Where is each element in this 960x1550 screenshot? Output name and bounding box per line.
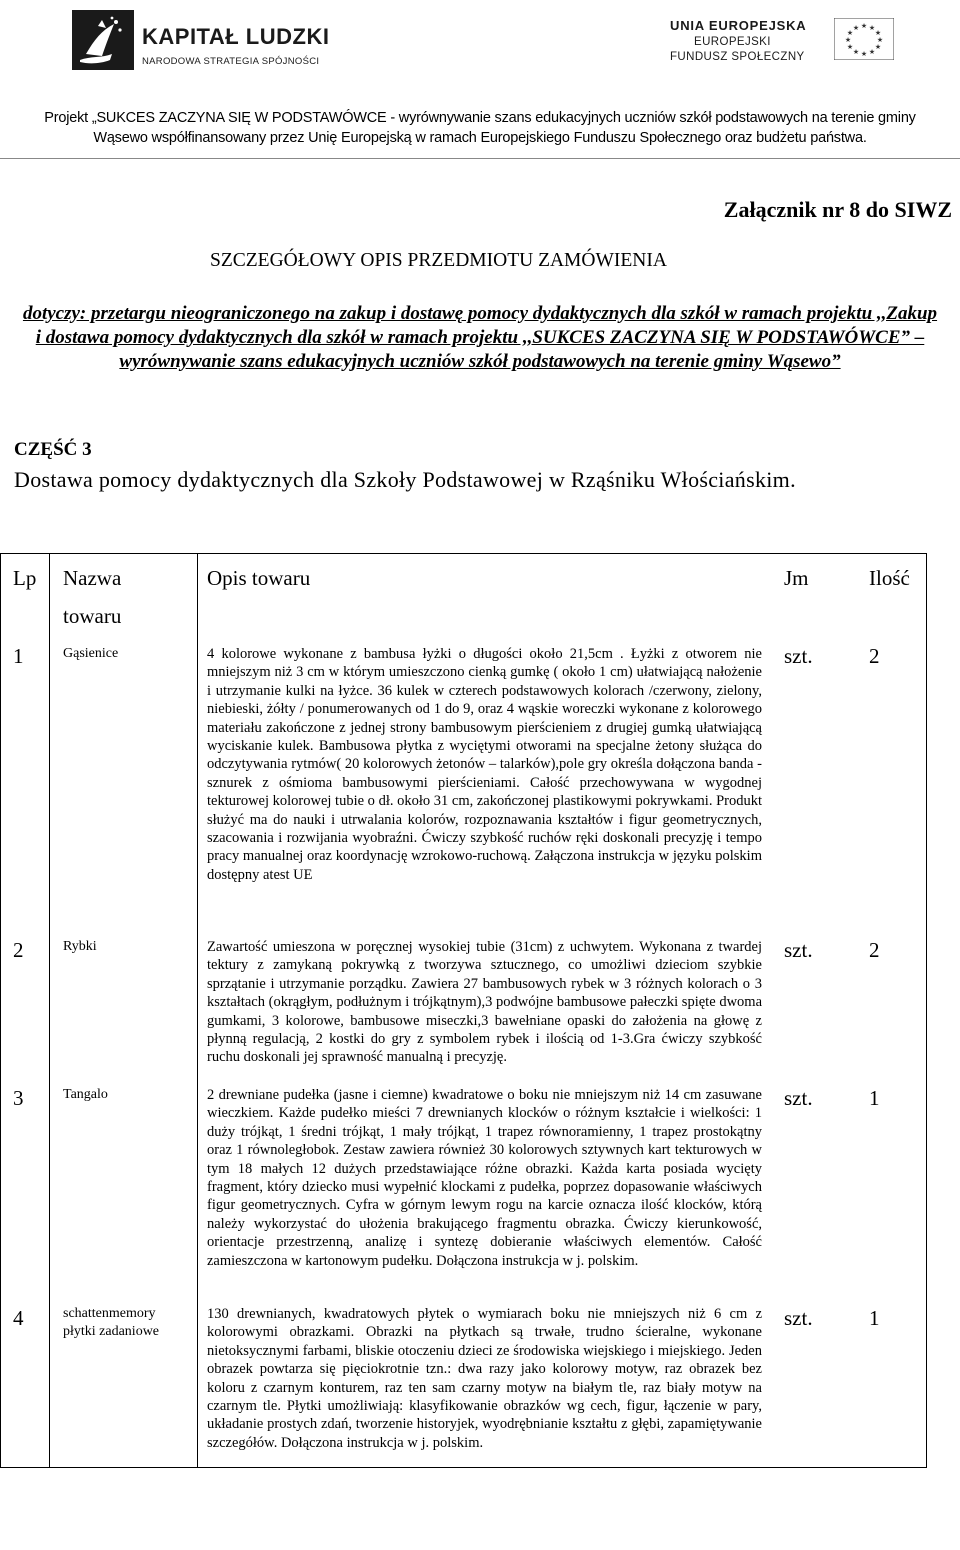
row-3-description: 2 drewniane pudełka (jasne i ciemne) kwadratowe o boku nie mniejszym niż 14 cm zasuwane wieczkiem. Każde pudełko mieści 7 drewnianych klocków o różnym kształcie i wielkości: 1 duży trójkąt, 1 średni trójkąt, 1 mały trójkąt, 1 trapez równoramienny, 1 trapez prostokątny oraz 1 równoległobok. Zestaw zawiera również 30 kolorowych sztywnych kart tekturowych w tym 18 małych 12 dużych przedstawiające różne obrazki. Każda karta posiada wycięty fragment, który dziecko musi wypełnić klockami z pudełka, poprzez dopasowanie właściwych figur geometrycznych. Cyfra w górnym lewym rogu na karcie oznacza ilość klocków, którą należy wykorzystać do ułożenia brakującego fragmentu obrazka. Ćwiczy kierunkowość, orientacje przestrzenną, analizę i syntezę dobieranie właściwych elementów. Całość zamieszczona w kartonowym pudełku. Dołączona instrukcja w j. polskim. [207, 1087, 762, 1269]
row-4-description: 130 drewnianych, kwadratowych płytek o wymiarach boku nie mniejszych niż 6 cm z kolorowymi obrazkami. Obrazki na płytkach są trwałe, trudno ścieralne, wykonane nietoksycznymi farbami, bliskie otoczeniu dzieci ze środowiska wiejskiego i miejskiego. Jeden obrazek powtarza się pięciokrotnie tzn.: dwa razy jako kolorowy motyw, raz obrazek bez koloru z czarnym konturem, raz ten sam czarny motyw na białym tle, raz biały motyw na czarnym tle. Płytki umożliwiają: klasyfikowanie obrazków wg cech, figur, łączenie w pary, układanie prostych zdań, tworzenie historyjek, wyodrębnianie kształtu z głębi, zapamiętywanie szczegółów. Dołączona instrukcja w j. polskim. [207, 1306, 762, 1451]
row-2-lp: 2 [13, 938, 24, 962]
svg-text:★: ★ [860, 50, 868, 58]
svg-text:★: ★ [874, 43, 882, 51]
row-4-unit: szt. [784, 1306, 813, 1330]
kapital-ludzki-subtitle: NARODOWA STRATEGIA SPÓJNOŚCI [142, 56, 320, 67]
concerns-text: dotyczy: przetargu nieograniczonego na zakup i dostawę pomocy dydaktycznych dla szkół w ramach projektu ,,Zakup i dostawa pomocy dydaktycznych dla szkół w ramach projektu ,,SUKCES ZACZYNA SIĘ W PODSTAWÓWCE” – wyrównywanie szans edukacyjnych uczniów szkół podstawowych na terenie gminy Wąsewo” [22, 303, 938, 372]
eu-logo-line2: EUROPEJSKI [694, 36, 771, 48]
svg-text:★: ★ [844, 36, 852, 44]
row-2-name: Rybki [63, 939, 97, 954]
eu-logo-line3: FUNDUSZ SPOŁECZNY [670, 51, 805, 63]
annex-label: Załącznik nr 8 do SIWZ [723, 197, 952, 222]
svg-text:★: ★ [846, 43, 854, 51]
svg-text:★: ★ [874, 29, 882, 37]
row-1-name: Gąsienice [63, 646, 119, 661]
row-4-name-line2: płytki zadaniowe [63, 1324, 160, 1339]
project-info-line1: Projekt „SUKCES ZACZYNA SIĘ W PODSTAWÓWCE - wyrównywanie szans edukacyjnych uczniów szkół podstawowych na terenie gminy [44, 110, 916, 126]
row-1-description: 4 kolorowe wykonane z bambusa łyżki o długości około 21,5cm . Łyżki z otworem nie mniejszym niż 3 cm w którym umieszczono cienką gumkę ( około 1 cm) ułatwiającą nałożenie i utrzymanie kulki na łyżce. 36 kulek w czterech podstawowych kolorach /czerwony, zielony, niebieski, żółty / ponumerowanych od 1 do 9, oraz 4 wąskie woreczki wykonane z kolorowego materiału zakończone z jednej strony bambusowym pierścieniem z drugiej gumką ułatwiającą wyciskanie kulek. Bambusowa płytka z wyciętymi otworami na specjalne żetony służąca do odczytywania rytmów( 20 kolorowych żetonów – talarków),pole gry określa dołączona banda - sznurek z ośmioma bambusowymi pierścieniami. Całość przechowywana w wygodnej tekturowej kolorowej tubie o dł. około 31 cm, zakończonej plastikowymi pokrywkami. Produkt służyć ma do nauki i utrwalania kolorów, rozpoznawania kształtów i figur geometrycznych, szacowania i rozwijania wyobraźni. Ćwiczy szybkość ruchów ręki doskonali precyzję i tempo pracy manualnej oraz koordynację wzrokowo-ruchową. Załączona instrukcja w języku polskim dostępny atest UE [207, 646, 762, 883]
kapital-ludzki-name: KAPITAŁ LUDZKI [142, 24, 330, 49]
project-info [20, 108, 940, 148]
header-unit: Jm [784, 566, 809, 590]
svg-text:★: ★ [868, 24, 876, 32]
svg-text:★: ★ [868, 48, 876, 56]
project-info-line2: Wąsewo współfinansowany przez Unię Europejską w ramach Europejskiego Funduszu Społecznego oraz budżetu państwa. [93, 130, 867, 146]
row-2-description: Zawartość umieszona w poręcznej wysokiej tubie (31cm) z uchwytem. Wykonana z twardej tektury z zamykaną pokrywką z tworzywa sztucznego, co umożliwi dzieciom szybkie sprzątanie i utrzymanie porządku. Zawiera 27 bambusowych rybek w 3 różnych kolorach o 3 kształtach (okrągłym, podłużnym i trójkątnym),3 podwójne bambusowe pałeczki spięte dwoma gumkami, 3 kolorowe, bambusowe miseczki,3 bawełniane opaski do założenia na głowę z płynną regulacją, 2 kostki do gry z symbolem rybek i ilością od 1-3.Gra ćwiczy szybkość ruchu doskonali jej sprawność manualną i precyzję. [207, 939, 762, 1066]
header-lp: Lp [13, 566, 37, 590]
row-4-lp: 4 [13, 1306, 24, 1330]
header-name-line2: towaru [63, 604, 122, 628]
svg-text:★: ★ [846, 29, 854, 37]
svg-text:★: ★ [860, 22, 868, 30]
row-1-unit: szt. [784, 644, 813, 668]
row-3-name: Tangalo [63, 1087, 108, 1102]
svg-text:★: ★ [852, 24, 860, 32]
row-3-lp: 3 [13, 1086, 24, 1110]
row-2-quantity: 2 [869, 938, 880, 962]
part-description: Dostawa pomocy dydaktycznych dla Szkoły Podstawowej w Rząśniku Włościańskim. [14, 467, 796, 492]
svg-text:★: ★ [876, 36, 884, 44]
row-1-quantity: 2 [869, 644, 880, 668]
row-4-name [63, 1305, 159, 1341]
items-table [0, 553, 927, 1468]
part-label: CZĘŚĆ 3 [14, 439, 92, 460]
col-divider-name [197, 554, 198, 1467]
row-2-unit: szt. [784, 938, 813, 962]
col-divider-lp [49, 554, 50, 1467]
row-1-lp: 1 [13, 644, 24, 668]
concerns-paragraph [22, 302, 938, 374]
row-3-unit: szt. [784, 1086, 813, 1110]
header-name-line1: Nazwa [63, 566, 122, 590]
eu-logo-line1: UNIA EUROPEJSKA [670, 18, 807, 33]
svg-text:★: ★ [852, 48, 860, 56]
eu-logo [670, 18, 940, 68]
row-4-quantity: 1 [869, 1306, 880, 1330]
header-quantity: Ilość [869, 566, 910, 590]
eu-flag-icon [834, 18, 894, 60]
kapital-ludzki-emblem-icon [72, 10, 134, 70]
document-title: SZCZEGÓŁOWY OPIS PRZEDMIOTU ZAMÓWIENIA [210, 250, 667, 271]
row-4-name-line1: schattenmemory [63, 1306, 156, 1321]
header-description: Opis towaru [207, 566, 311, 590]
row-3-quantity: 1 [869, 1086, 880, 1110]
header-divider [0, 158, 960, 159]
kapital-ludzki-logo [72, 10, 342, 70]
